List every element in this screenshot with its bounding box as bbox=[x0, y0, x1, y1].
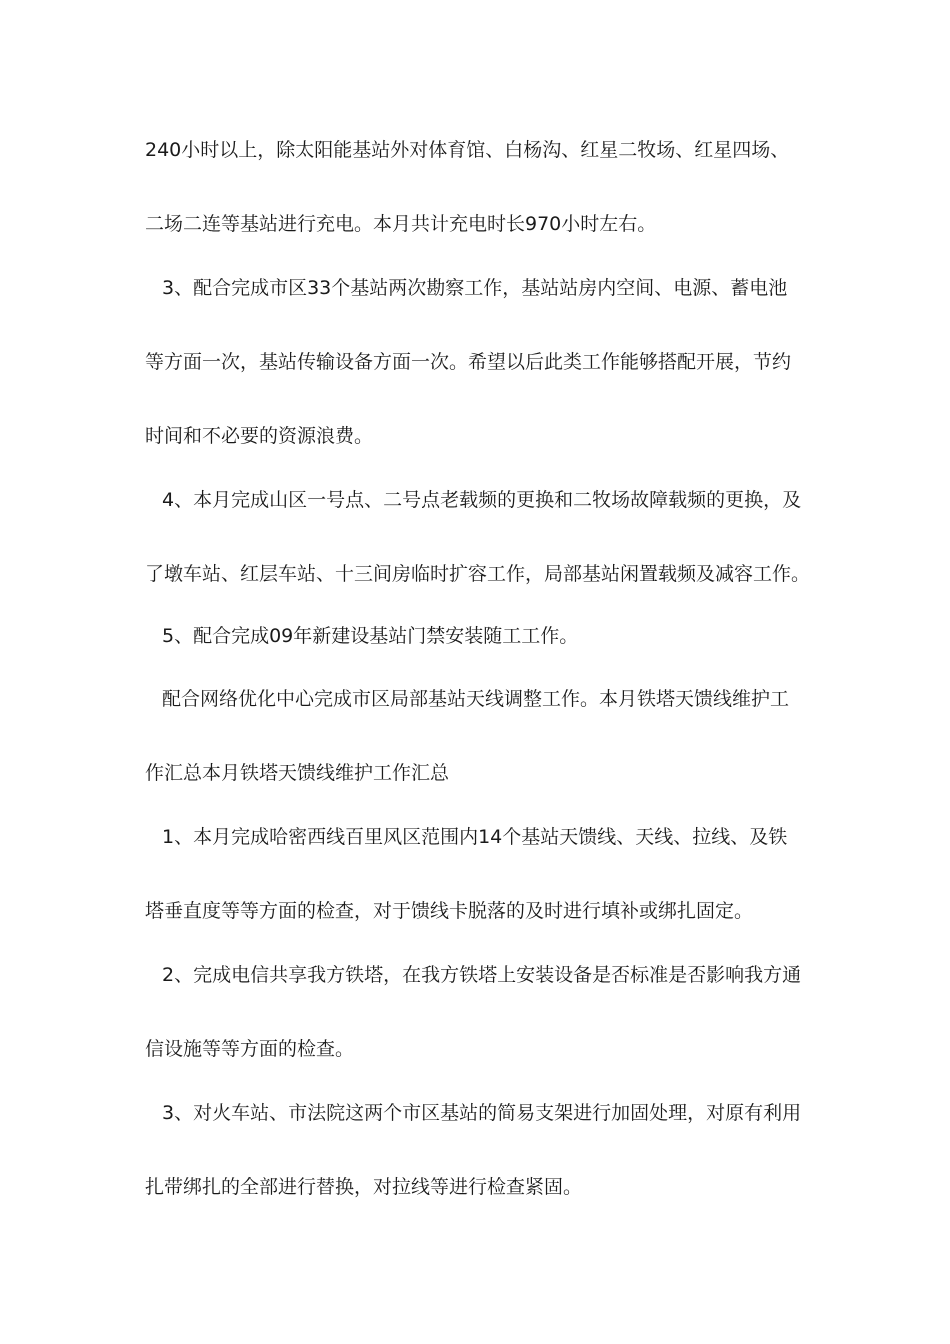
paragraph-1-line: 1、本月完成哈密西线百里风区范围内14个基站天馈线、天线、拉线、及铁 bbox=[162, 826, 788, 848]
paragraph-line: 配合网络优化中心完成市区局部基站天线调整工作。本月铁塔天馈线维护工 bbox=[162, 688, 790, 710]
paragraph-5-line: 5、配合完成09年新建设基站门禁安装随工工作。 bbox=[162, 625, 579, 647]
text-line: 时间和不必要的资源浪费。 bbox=[145, 425, 374, 447]
text-line: 塔垂直度等等方面的检查，对于馈线卡脱落的及时进行填补或绑扎固定。 bbox=[145, 900, 754, 922]
text-line: 240小时以上，除太阳能基站外对体育馆、白杨沟、红星二牧场、红星四场、 bbox=[145, 139, 790, 161]
paragraph-3b-line: 3、对火车站、市法院这两个市区基站的简易支架进行加固处理，对原有利用 bbox=[162, 1102, 802, 1124]
text-line: 扎带绑扎的全部进行替换，对拉线等进行检查紧固。 bbox=[145, 1176, 583, 1198]
text-line: 作汇总本月铁塔天馈线维护工作汇总 bbox=[145, 762, 450, 784]
text-line: 二场二连等基站进行充电。本月共计充电时长970小时左右。 bbox=[145, 213, 657, 235]
text-line: 信设施等等方面的检查。 bbox=[145, 1038, 355, 1060]
paragraph-2-line: 2、完成电信共享我方铁塔，在我方铁塔上安装设备是否标准是否影响我方通 bbox=[162, 964, 802, 986]
paragraph-3-line: 3、配合完成市区33个基站两次勘察工作，基站站房内空间、电源、蓄电池 bbox=[162, 277, 788, 299]
text-line: 了墩车站、红层车站、十三间房临时扩容工作，局部基站闲置载频及减容工作。 bbox=[145, 563, 811, 585]
text-line: 等方面一次，基站传输设备方面一次。希望以后此类工作能够搭配开展，节约 bbox=[145, 351, 792, 373]
paragraph-4-line: 4、本月完成山区一号点、二号点老载频的更换和二牧场故障载频的更换，及 bbox=[162, 489, 802, 511]
